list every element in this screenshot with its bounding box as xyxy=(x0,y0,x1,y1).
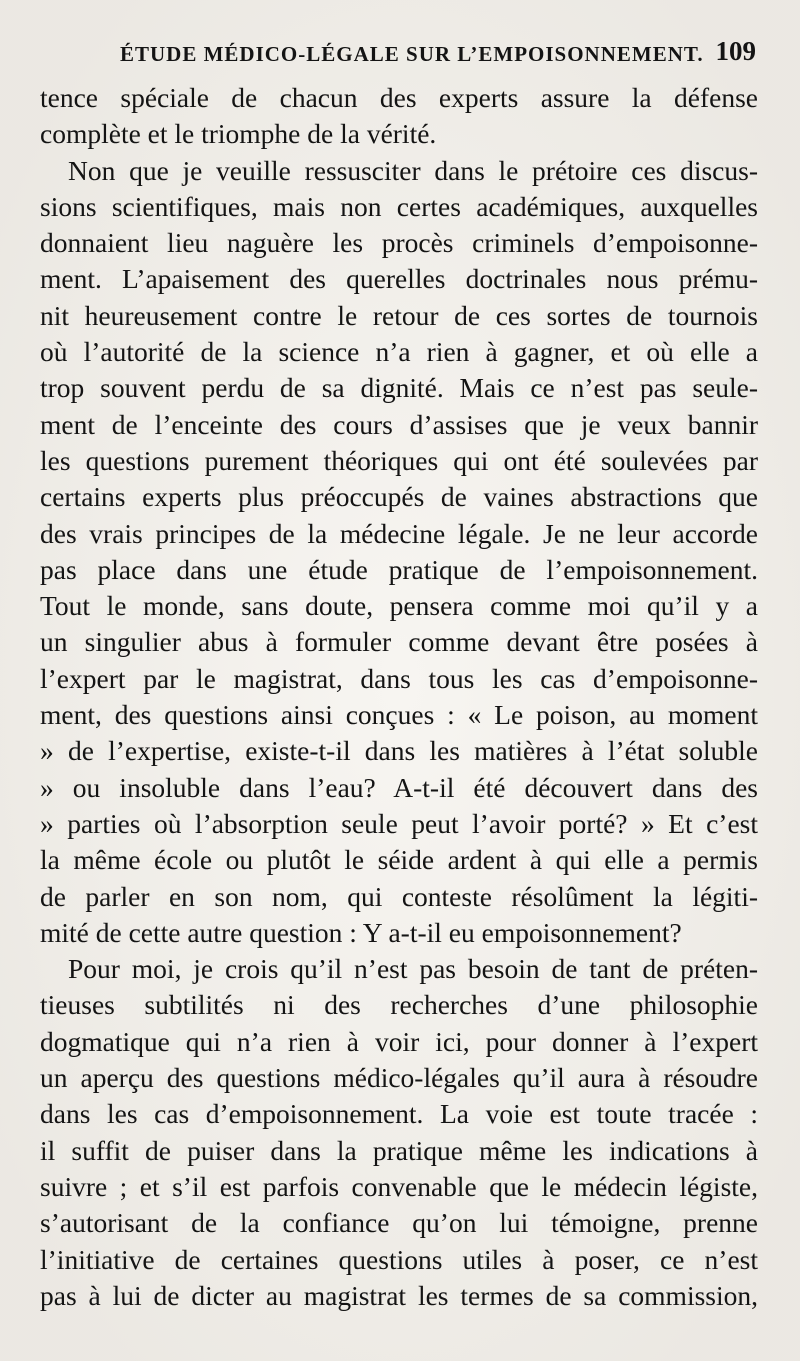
text-line: ment. L’apaisement des querelles doctrinales nous prému- xyxy=(40,263,758,295)
page-number: 109 xyxy=(715,36,756,66)
text-line: » parties où l’absorption seule peut l’avoir porté? » Et c’est xyxy=(40,807,758,839)
text-line: dogmatique qui n’a rien à voir ici, pour donner à l’expert xyxy=(40,1025,758,1057)
text-line: Non que je veuille ressusciter dans le prétoire ces discus- xyxy=(68,154,758,186)
text-line: complète et le triomphe de la vérité. xyxy=(40,118,437,150)
text-line: s’autorisant de la confiance qu’on lui témoigne, prenne xyxy=(40,1207,758,1239)
running-title: ÉTUDE MÉDICO-LÉGALE SUR L’EMPOISONNEMENT. xyxy=(120,42,704,66)
text-line: trop souvent perdu de sa dignité. Mais ce n’est pas seule- xyxy=(40,372,758,404)
text-line: des vrais principes de la médecine légale. Je ne leur accorde xyxy=(40,517,758,549)
text-line: tence spéciale de chacun des experts assure la défense xyxy=(40,82,758,113)
text-line: dans les cas d’empoisonnement. La voie est toute tracée : xyxy=(40,1098,758,1130)
text-line: certains experts plus préoccupés de vaines abstractions que xyxy=(40,481,758,513)
text-line: Pour moi, je crois qu’il n’est pas besoin de tant de préten- xyxy=(68,953,758,985)
text-line: suivre ; et s’il est parfois convenable que le médecin légiste, xyxy=(40,1170,758,1202)
text-line: pas à lui de dicter au magistrat les termes de sa commission, xyxy=(40,1279,758,1311)
text-line: un singulier abus à formuler comme devant être posées à xyxy=(40,626,758,658)
text-line: l’initiative de certaines questions utiles à poser, ce n’est xyxy=(40,1243,758,1275)
text-line: la même école ou plutôt le séide ardent à qui elle a permis xyxy=(40,844,758,876)
text-line: il suffit de puiser dans la pratique même les indications à xyxy=(40,1134,758,1166)
text-line: sions scientifiques, mais non certes académiques, auxquelles xyxy=(40,190,758,222)
text-line: où l’autorité de la science n’a rien à gagner, et où elle a xyxy=(40,336,758,368)
text-line: les questions purement théoriques qui ont été soulevées par xyxy=(40,444,758,476)
text-line: donnaient lieu naguère les procès criminels d’empoisonne- xyxy=(40,227,758,259)
text-line: » ou insoluble dans l’eau? A-t-il été découvert dans des xyxy=(40,771,758,803)
text-line: de parler en son nom, qui conteste résolûment la légiti- xyxy=(40,880,758,912)
text-line: » de l’expertise, existe-t-il dans les matières à l’état soluble xyxy=(40,735,758,767)
page-header xyxy=(40,36,760,76)
text-line: mité de cette autre question : Y a-t-il eu empoisonnement? xyxy=(40,916,682,948)
text-line: un aperçu des questions médico-légales qu’il aura à résoudre xyxy=(40,1062,758,1094)
text-line: ment, des questions ainsi conçues : « Le poison, au moment xyxy=(40,699,758,731)
text-line: Tout le monde, sans doute, pensera comme moi qu’il y a xyxy=(40,590,758,622)
text-line: ment de l’enceinte des cours d’assises que je veux bannir xyxy=(40,408,758,440)
body-text xyxy=(40,80,758,1314)
text-line: pas place dans une étude pratique de l’empoisonnement. xyxy=(40,553,758,585)
text-line: nit heureusement contre le retour de ces sortes de tournois xyxy=(40,299,758,331)
text-line: l’expert par le magistrat, dans tous les cas d’empoisonne- xyxy=(40,662,758,694)
text-line: tieuses subtilités ni des recherches d’une philosophie xyxy=(40,989,758,1021)
